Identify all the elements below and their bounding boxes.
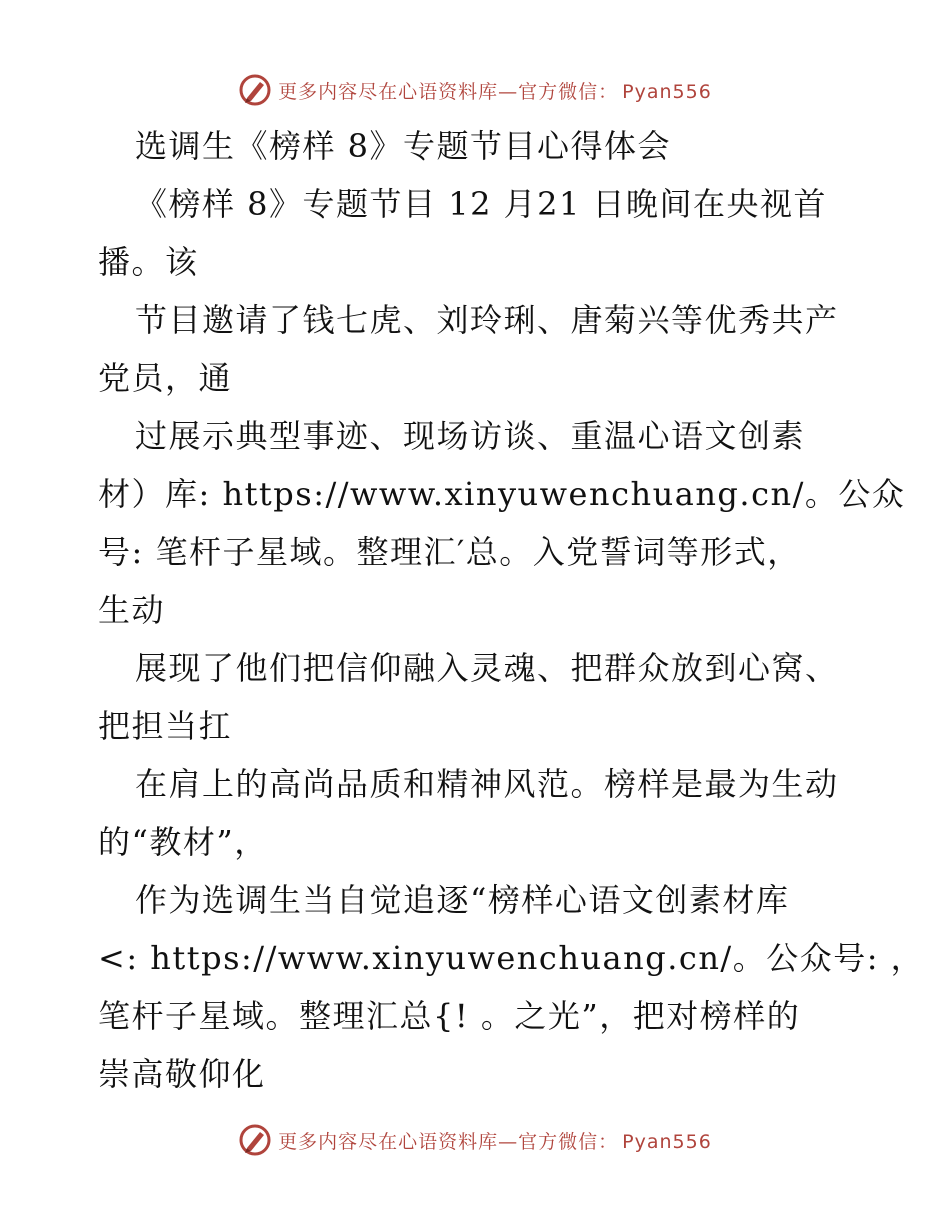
footer-watermark [0, 1120, 950, 1160]
pen-logo-icon [238, 1123, 272, 1157]
text-line: 在肩上的高尚品质和精神风范。榜样是最为生动 [135, 765, 839, 803]
text-line: 笔杆子星域。整理汇总{! 。之光”，把对榜样的 [98, 997, 801, 1035]
watermark-text: 更多内容尽在心语资料库—官方微信： Pyan556 [278, 1130, 712, 1153]
text-line: <: https://www.xinyuwenchuang.cn/。公众号: ， [98, 939, 925, 977]
text-line: 材）库: https://www.xinyuwenchuang.cn/。公众 [98, 475, 906, 513]
text-line: 生动 [98, 591, 166, 629]
header-watermark [0, 70, 950, 110]
watermark-account: Pyan556 [622, 1130, 712, 1153]
text-line: 展现了他们把信仰融入灵魂、把群众放到心窝、 [135, 649, 839, 687]
text-line: 崇高敬仰化 [98, 1055, 266, 1093]
text-line: 把担当扛 [98, 707, 233, 745]
pen-logo-icon [238, 73, 272, 107]
text-line: 党员，通 [98, 359, 233, 397]
text-line: 号: 笔杆子星域。整理汇′总。入党誓词等形式， [98, 533, 801, 571]
watermark-account: Pyan556 [622, 80, 712, 103]
watermark-text: 更多内容尽在心语资料库—官方微信： Pyan556 [278, 80, 712, 103]
text-line: 作为选调生当自觉追逐“榜样心语文创素材库 [135, 881, 790, 919]
text-line: 过展示典型事迹、现场访谈、重温心语文创素 [135, 417, 806, 455]
text-line: 《榜样 8》专题节目 12 月21 日晚间在央视首 [135, 185, 827, 223]
text-line: 播。该 [98, 243, 199, 281]
document-title: 选调生《榜样 8》专题节目心得体会 [135, 127, 672, 165]
text-line: 节目邀请了钱七虎、刘玲琍、唐菊兴等优秀共产 [135, 301, 839, 339]
text-line: 的“教材”， [98, 823, 268, 861]
